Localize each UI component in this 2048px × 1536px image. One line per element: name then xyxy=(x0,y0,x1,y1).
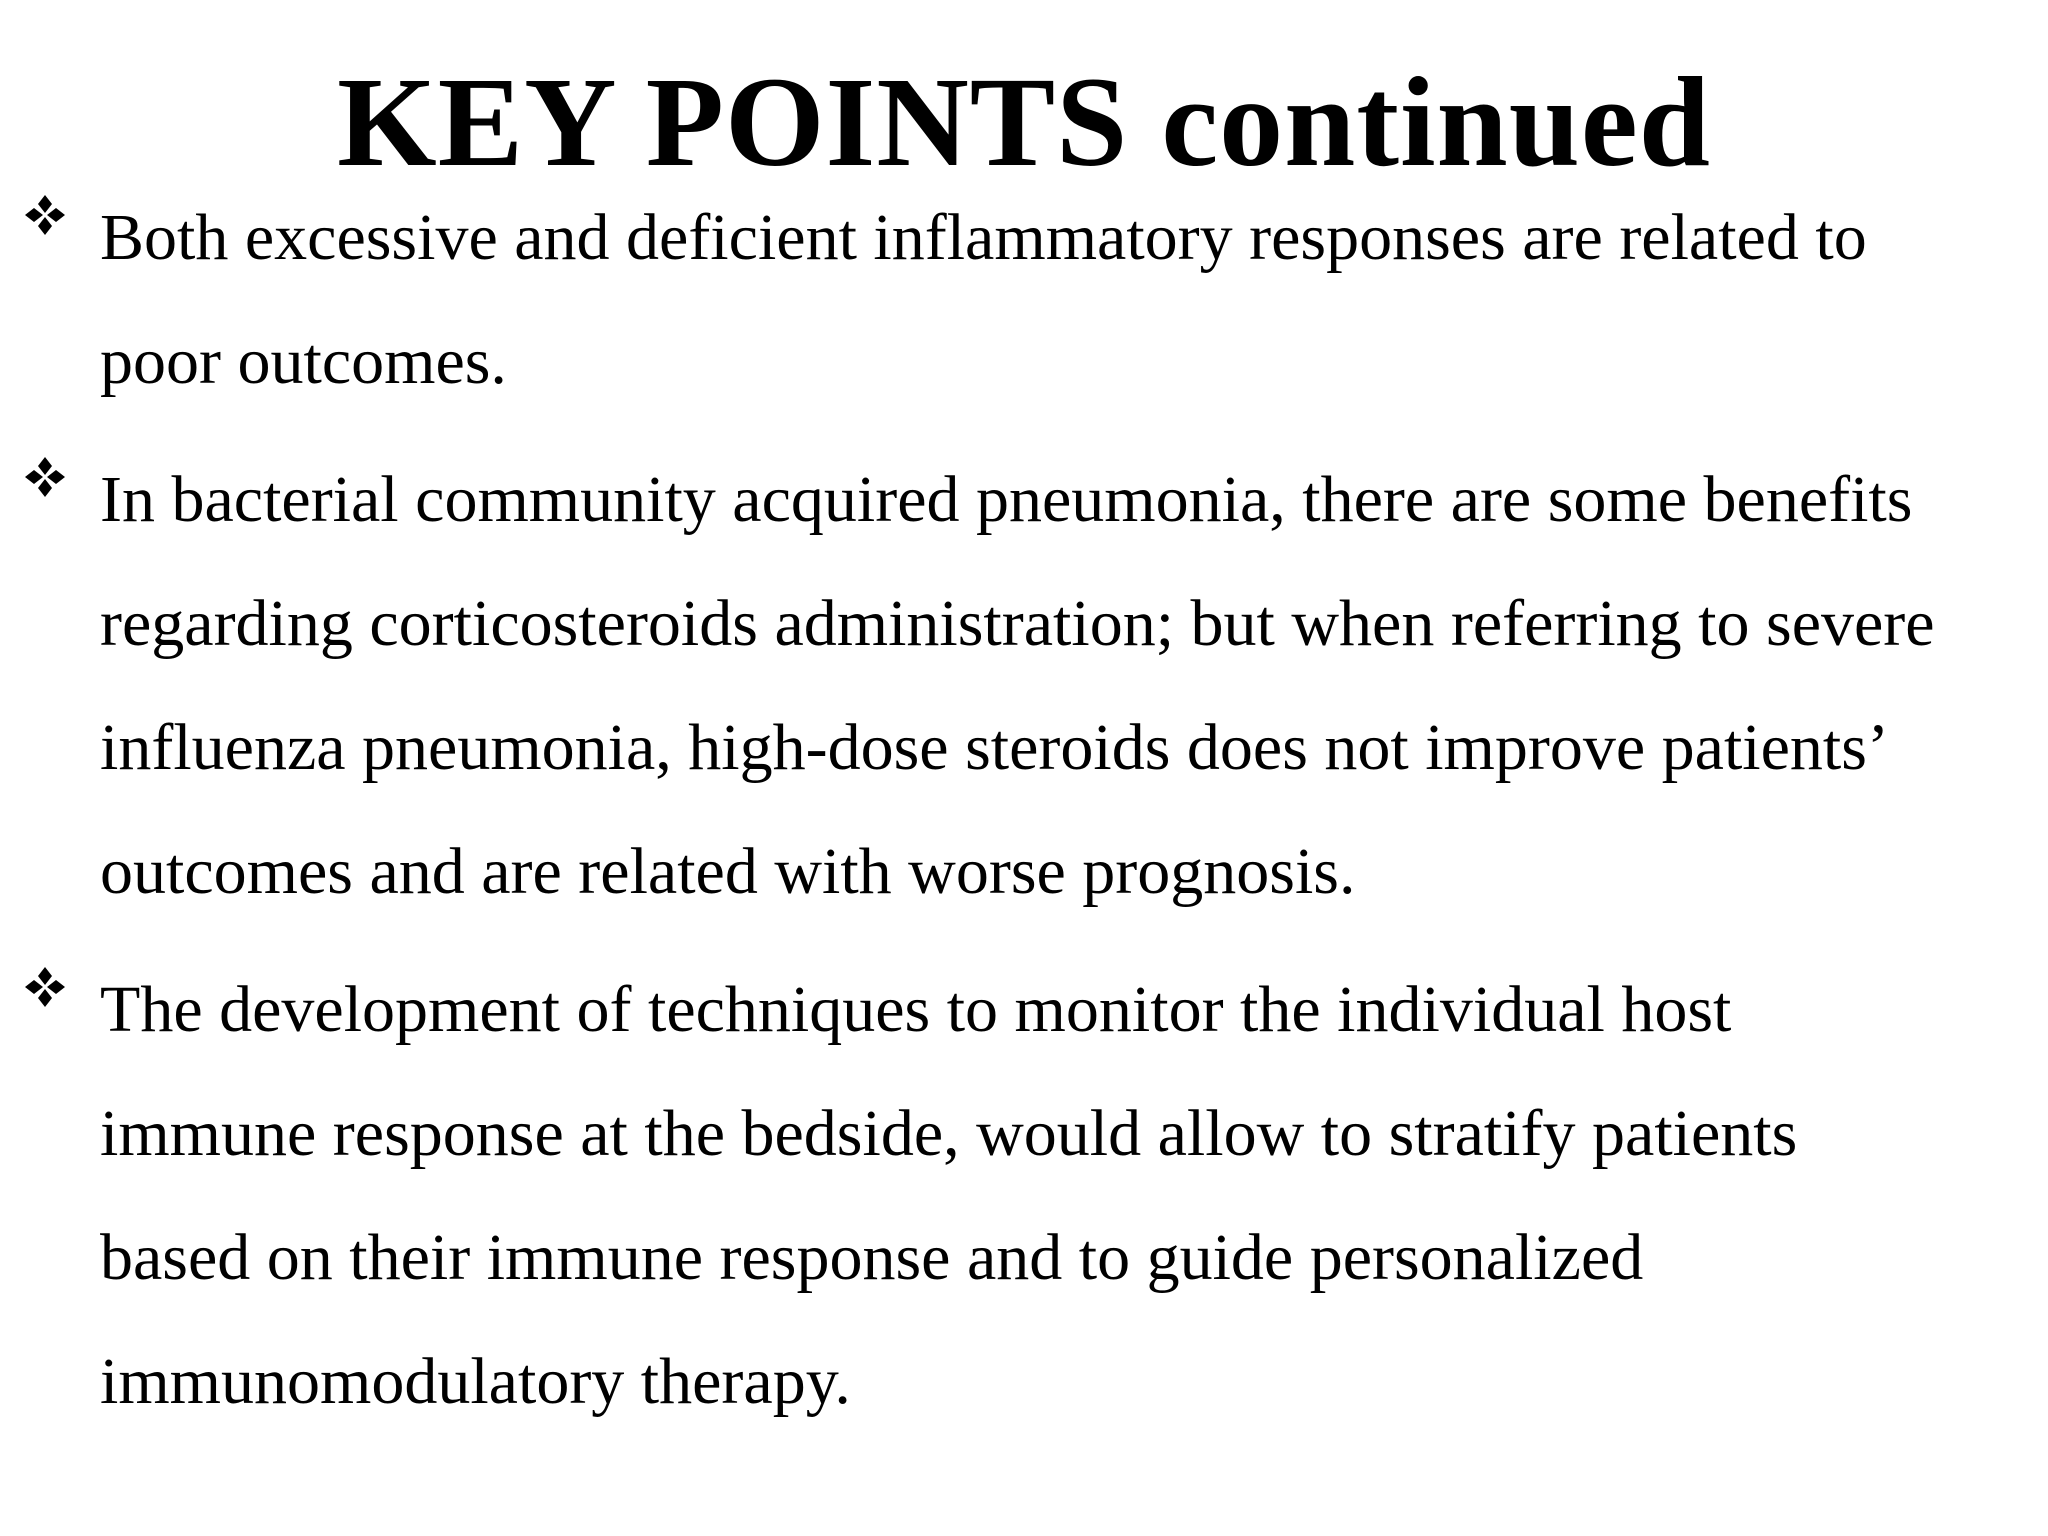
bullet-text-line: immune response at the bedside, would allow to stratify patients xyxy=(100,1097,1798,1170)
bullet-text-line: In bacterial community acquired pneumonia, there are some benefits xyxy=(100,463,1913,536)
four-diamond-bullet-icon xyxy=(24,438,76,562)
bullet-item xyxy=(100,176,2040,424)
bullet-item xyxy=(100,948,2040,1444)
bullet-text-line: based on their immune response and to guide personalized xyxy=(100,1221,1644,1294)
bullet-text-line: influenza pneumonia, high-dose steroids does not improve patients’ xyxy=(100,711,1889,784)
bullet-text-line: outcomes and are related with worse prognosis. xyxy=(100,835,1356,908)
bullet-text-line: regarding corticosteroids administration; but when referring to severe xyxy=(100,587,1935,660)
bullet-item xyxy=(100,438,2040,934)
bullet-text-line: Both excessive and deficient inflammatory responses are related to xyxy=(100,201,1867,274)
bullet-text-line: The development of techniques to monitor the individual host xyxy=(100,973,1732,1046)
bullet-text-line: poor outcomes. xyxy=(100,325,507,398)
slide-title: KEY POINTS continued xyxy=(337,51,1711,193)
bullet-text-line: immunomodulatory therapy. xyxy=(100,1345,851,1418)
four-diamond-bullet-icon xyxy=(24,948,76,1072)
four-diamond-bullet-icon xyxy=(24,176,76,300)
